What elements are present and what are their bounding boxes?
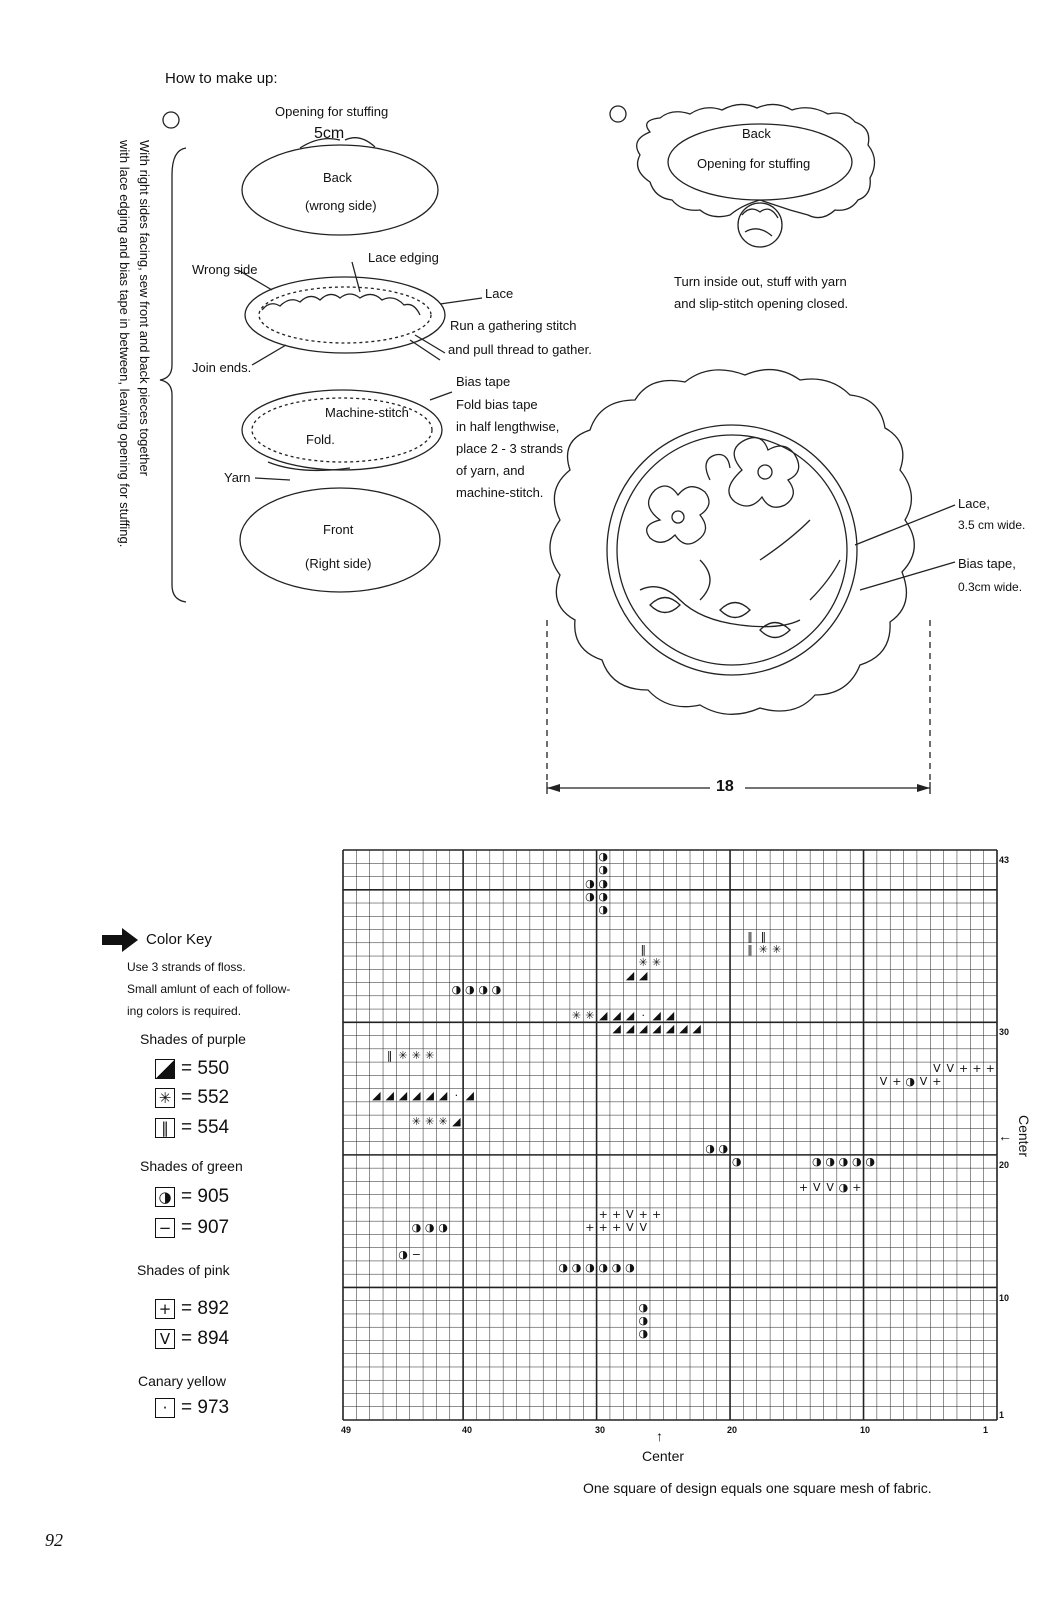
bias-width-2: 0.3cm wide. [958, 580, 1023, 594]
stitch-symbol: ◑ [398, 1247, 408, 1261]
stitch-symbol: ◑ [585, 1260, 595, 1274]
stitch-symbol: + [798, 1181, 809, 1195]
stitch-symbol: ‖ [747, 942, 753, 956]
v-icon: V [155, 1329, 175, 1349]
turn-line-2: and slip-stitch opening closed. [674, 296, 849, 311]
x-label-40: 40 [462, 1425, 473, 1435]
stitch-symbol: V [826, 1181, 834, 1195]
x-label-1: 1 [983, 1425, 989, 1435]
back-sub: (wrong side) [305, 198, 377, 213]
stitch-symbol: ◑ [838, 1181, 849, 1195]
x-label-20: 20 [727, 1425, 738, 1435]
stitch-symbol: · [641, 1009, 646, 1023]
stitch-symbol: ✳ [398, 1048, 408, 1062]
stitch-symbol: V [639, 1221, 648, 1235]
color-key-note-2: Small amlunt of each of follow- [127, 982, 291, 996]
stitch-symbol: ◑ [598, 889, 609, 903]
stitch-symbol: ◑ [478, 982, 488, 996]
stitch-symbol: ✳ [652, 956, 662, 970]
y-label-20: 20 [999, 1160, 1010, 1170]
stitch-symbol: ✳ [438, 1115, 448, 1129]
stitch-symbol: ◑ [625, 1260, 635, 1274]
opening-size: 5cm [314, 125, 345, 142]
bias-line-5: of yarn, and [456, 463, 525, 478]
center-arrow: ↑ [656, 1428, 663, 1444]
stitch-symbol: V [933, 1062, 941, 1076]
stitch-symbol: ◢ [438, 1088, 448, 1102]
page-number: 92 [45, 1530, 63, 1550]
stitch-symbol: − [411, 1247, 421, 1261]
x-label-49: 49 [341, 1425, 352, 1435]
center-arrow-right: ← [998, 1128, 1012, 1144]
stitch-symbol: ◢ [639, 1022, 648, 1036]
stitch-symbol: ✳ [585, 1009, 595, 1023]
join-ends-label: Join ends. [192, 360, 252, 375]
stitch-symbol: ◑ [852, 1154, 862, 1168]
stitch-symbol: ◑ [585, 889, 595, 903]
y-label-1: 1 [999, 1410, 1005, 1420]
stitch-symbol: ◑ [438, 1221, 448, 1235]
stitch-symbol: ✳ [571, 1009, 582, 1023]
dot-icon: · [155, 1398, 175, 1418]
stitch-symbol: ◑ [451, 982, 462, 996]
wrong-side-label: Wrong side [192, 262, 258, 277]
stitch-symbol: ◑ [865, 1154, 875, 1168]
group-pink: Shades of pink [137, 1262, 230, 1278]
stitch-symbol: V [626, 1221, 634, 1235]
front-label: Front [323, 522, 354, 537]
dash-icon: − [155, 1218, 175, 1238]
step2-back: Back [742, 126, 771, 141]
stitch-symbol: ◑ [598, 863, 609, 877]
stitch-symbol: ◑ [571, 1260, 582, 1274]
stitch-symbol: ◑ [558, 1260, 568, 1274]
center-label-right: Center [1016, 1115, 1032, 1158]
center-label-bottom: Center [642, 1448, 685, 1464]
stitch-symbol: ◑ [611, 1260, 622, 1274]
turn-line-1: Turn inside out, stuff with yarn [674, 274, 847, 289]
stitch-symbol: ✳ [411, 1048, 421, 1062]
stitch-symbol: ◑ [718, 1141, 729, 1155]
stitch-symbol: ◑ [825, 1154, 835, 1168]
page-title: How to make up: [165, 70, 278, 87]
stitch-symbol: ◢ [679, 1022, 688, 1036]
bias-line-4: place 2 - 3 strands [456, 441, 563, 456]
stitch-symbol: ◢ [612, 1022, 621, 1036]
stitch-symbol: ◢ [372, 1088, 381, 1102]
stitch-symbol: ◑ [638, 1313, 649, 1327]
stitch-symbol: ◢ [652, 1022, 661, 1036]
stitch-symbol: ◢ [612, 1009, 621, 1023]
stitch-symbol: ✳ [758, 942, 768, 956]
stitch-symbol: ◑ [705, 1141, 715, 1155]
group-yellow: Canary yellow [138, 1373, 226, 1389]
stitch-symbol: ◑ [811, 1154, 822, 1168]
stitch-symbol: ✳ [411, 1115, 421, 1129]
dimension-label: 18 [716, 778, 734, 795]
stitch-symbol: ◑ [598, 876, 609, 890]
stitch-symbol: ◢ [625, 1022, 635, 1036]
code-894: = 894 [181, 1328, 230, 1349]
yarn-label: Yarn [224, 470, 251, 485]
half-circle-icon: ◑ [155, 1187, 175, 1207]
stitch-symbol: ◑ [585, 876, 595, 890]
instruction-vertical-2: With right sides facing, sew front and back pieces together [137, 140, 152, 477]
lace-edging-label: Lace edging [368, 250, 439, 265]
stitch-symbol: ◑ [838, 1154, 849, 1168]
stitch-symbol: ◢ [665, 1009, 675, 1023]
stitch-symbol: + [892, 1075, 902, 1089]
stitch-symbol: ◑ [638, 1327, 649, 1341]
y-label-43: 43 [999, 855, 1010, 865]
bias-line-3: in half lengthwise, [456, 419, 560, 434]
stitch-symbol: V [626, 1207, 634, 1221]
stitch-symbol: ◢ [412, 1088, 421, 1102]
stitch-symbol: ◢ [465, 1088, 474, 1102]
bias-line-1: Bias tape [456, 374, 511, 389]
stitch-symbol: ◢ [385, 1088, 394, 1102]
stitch-symbol: · [454, 1088, 459, 1102]
stitch-symbol: ◑ [598, 1260, 609, 1274]
front-sub: (Right side) [305, 556, 372, 571]
stitch-symbol: + [611, 1207, 622, 1221]
stitch-symbol: V [813, 1181, 821, 1195]
stitch-symbol: + [585, 1221, 595, 1235]
lace-width-1: Lace, [958, 496, 990, 511]
stitch-symbol: ◑ [905, 1075, 916, 1089]
instruction-vertical-1: with lace edging and bias tape in between, leaving opening for stuffing. [117, 140, 132, 548]
stitch-symbol: ✳ [772, 942, 782, 956]
star-box-icon: ✳ [155, 1088, 175, 1108]
stitch-symbol: ◢ [452, 1115, 461, 1129]
plus-icon: + [155, 1299, 175, 1319]
stitch-symbol: ‖ [386, 1048, 393, 1062]
stitch-symbol: ◢ [639, 969, 648, 983]
stitch-symbol: + [652, 1207, 662, 1221]
stitch-symbol: ✳ [425, 1048, 435, 1062]
stitch-symbol: V [879, 1075, 888, 1089]
stitch-symbol: + [932, 1075, 942, 1089]
y-label-30: 30 [999, 1027, 1010, 1037]
stitch-symbol: ‖ [760, 929, 767, 943]
stitch-symbol: ◑ [411, 1221, 422, 1235]
stitch-symbol: ◑ [731, 1154, 742, 1168]
stitch-symbol: ◑ [598, 850, 609, 863]
stitch-symbol: ✳ [638, 956, 648, 970]
stitch-symbol: ◢ [692, 1022, 701, 1036]
stitch-symbol: + [598, 1221, 608, 1235]
code-550: = 550 [181, 1058, 230, 1079]
stitch-symbol: + [611, 1221, 622, 1235]
stitch-symbol: ◑ [464, 982, 475, 996]
y-label-10: 10 [999, 1293, 1010, 1303]
gather-line-2: and pull thread to gather. [448, 342, 592, 357]
stitch-symbol: ‖ [640, 942, 647, 956]
step2-opening: Opening for stuffing [697, 156, 811, 171]
code-905: = 905 [181, 1186, 230, 1207]
code-552: = 552 [181, 1087, 230, 1108]
stitch-symbol: + [972, 1062, 982, 1076]
stitch-symbol: V [946, 1062, 955, 1076]
stitch-symbol: ◢ [665, 1022, 675, 1036]
stitch-symbol: ◢ [625, 1009, 635, 1023]
bias-width-1: Bias tape, [958, 556, 1016, 571]
stitch-symbol: + [638, 1207, 648, 1221]
x-label-10: 10 [860, 1425, 871, 1435]
stitch-symbol: ◑ [638, 1300, 649, 1314]
code-892: = 892 [181, 1298, 230, 1319]
stitch-symbol: ◑ [424, 1221, 435, 1235]
stitch-symbol: ◑ [491, 982, 502, 996]
color-key-note-3: ing colors is required. [127, 1004, 242, 1018]
code-554: = 554 [181, 1117, 230, 1138]
stitch-symbol: ◢ [652, 1009, 661, 1023]
stitch-symbol: + [985, 1062, 995, 1076]
machine-stitch-label: Machine-stitch [325, 405, 409, 420]
stitch-symbol: + [852, 1181, 862, 1195]
stitch-symbol: ‖ [747, 929, 753, 943]
gather-line-1: Run a gathering stitch [450, 318, 577, 333]
lace-width-2: 3.5 cm wide. [958, 518, 1026, 532]
group-green: Shades of green [140, 1158, 243, 1174]
stitch-symbol: ◢ [598, 1009, 608, 1023]
lace-label: Lace [485, 286, 514, 301]
stitch-symbol: ◢ [625, 969, 635, 983]
bias-line-2: Fold bias tape [456, 397, 538, 412]
back-label: Back [323, 170, 352, 185]
code-973: = 973 [181, 1397, 230, 1418]
fold-label: Fold. [306, 432, 335, 447]
stitch-symbol: ◑ [598, 903, 609, 917]
bias-line-6: machine-stitch. [456, 485, 544, 500]
stitch-symbol: V [919, 1075, 928, 1089]
x-label-30: 30 [595, 1425, 606, 1435]
chart-footer: One square of design equals one square mesh of fabric. [583, 1480, 932, 1496]
stitch-symbol: ◢ [425, 1088, 434, 1102]
color-key-note-1: Use 3 strands of floss. [127, 960, 246, 974]
group-purple: Shades of purple [140, 1031, 246, 1047]
double-bar-icon: ‖ [155, 1118, 175, 1138]
stitch-symbol: ✳ [425, 1115, 435, 1129]
stitch-symbol: + [598, 1207, 608, 1221]
color-key-title: Color Key [146, 931, 212, 948]
chart-symbols [343, 850, 997, 1420]
stitch-symbol: ◢ [398, 1088, 408, 1102]
opening-label: Opening for stuffing [275, 104, 389, 119]
stitch-symbol: + [958, 1062, 969, 1076]
code-907: = 907 [181, 1217, 230, 1238]
